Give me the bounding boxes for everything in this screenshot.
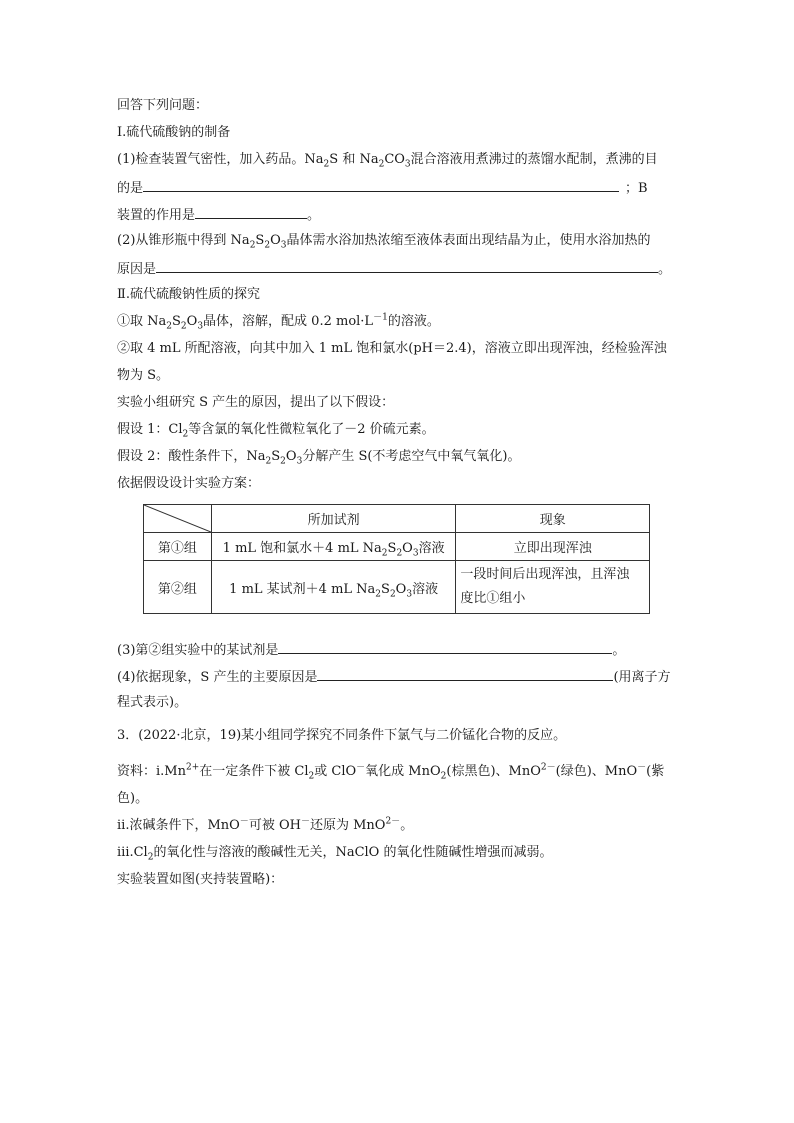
step-1-text: ①取 $Na_2S_2O_3$晶体，溶解，配成 0.2 $mol\cdot L^{-1}$的溶液。	[117, 312, 440, 332]
table-cell-reagent-2: 1 mL 某试剂＋4 mL $Na_2S_2O_3$溶液	[211, 561, 456, 614]
table-cell-phenomenon-1: 立即出现浑浊	[456, 533, 650, 561]
table-cell-group-2: 第②组	[144, 561, 212, 614]
answer-blank-4-ionic-equation[interactable]	[317, 667, 613, 681]
question-1-line-1: (1)检查装置气密性，加入药品。$Na_2S$ 和 $Na_2CO_3$混合溶液用煮沸过的蒸馏水配制，煮沸的目	[117, 152, 658, 170]
answer-blank-3-reagent[interactable]	[278, 640, 612, 654]
design-intro: 依据假设设计实验方案：	[117, 476, 261, 491]
experiment-table	[143, 504, 650, 614]
section-1-heading: Ⅰ.硫代硫酸钠的制备	[117, 125, 231, 140]
hypothesis-intro: 实验小组研究 S 产生的原因，提出了以下假设：	[117, 395, 395, 410]
intro-text: 回答下列问题：	[117, 98, 209, 113]
step-2-line-1: ②取 4 mL 所配溶液，向其中加入 1 mL 饱和氯水(pH＝2.4)，溶液立即出现浑浊，经检验浑浊	[117, 341, 667, 356]
table-header-reagent: 所加试剂	[211, 505, 456, 533]
table-cell-reagent-1: 1 mL 饱和氯水＋4 mL $Na_2S_2O_3$溶液	[211, 533, 456, 561]
question-4-line-1: (4)依据现象，S 产生的主要原因是 (用离子方	[117, 667, 671, 687]
diagonal-line-icon	[144, 505, 211, 532]
question-1-line-2: 的是 ；B	[117, 178, 648, 198]
table-header-row	[144, 505, 650, 533]
question-1-line-3: 装置的作用是 。	[117, 205, 320, 225]
question-2-line-2: 原因是 。	[117, 259, 671, 279]
step-2-line-2: 物为 S。	[117, 368, 170, 383]
answer-blank-1-device-b[interactable]	[195, 205, 307, 219]
table-row	[144, 561, 650, 614]
table-row	[144, 533, 650, 561]
problem-3-heading: 3．(2022·北京，19)某小组同学探究不同条件下氯气与二价锰化合物的反应。	[117, 728, 567, 743]
info-3-text: $ⅲ.Cl_2$的氧化性与溶液的酸碱性无关，NaClO 的氧化性随碱性增强而减弱。	[117, 845, 553, 863]
answer-blank-2-water-bath[interactable]	[156, 259, 658, 273]
answer-blank-1-purpose[interactable]	[143, 178, 619, 192]
table-corner-cell	[144, 505, 212, 533]
table-cell-phenomenon-2: 一段时间后出现浑浊，且浑浊 度比①组小	[456, 561, 650, 614]
info-2-text: ⅱ.浓碱条件下，MnO－可被 OH－还原为 MnO$^{2-}$。	[117, 816, 414, 833]
table-header-phenomenon: 现象	[456, 505, 650, 533]
question-4-line-2: 程式表示)。	[117, 695, 188, 710]
hypothesis-1: 假设 1：$Cl_2$等含氯的氧化性微粒氧化了－2 价硫元素。	[117, 422, 435, 440]
question-2-line-1: (2)从锥形瓶中得到 $Na_2S_2O_3$晶体需水浴加热浓缩至液体表面出现结晶为止，使用水浴加热的	[117, 233, 651, 251]
table-cell-group-1: 第①组	[144, 533, 212, 561]
question-3-text: (3)第②组实验中的某试剂是 。	[117, 640, 625, 660]
info-1-line-1: 资料：$ⅰ.Mn^{2+}$在一定条件下被 $Cl_2$或 ClO－氧化成 MnO$_2$(棕黑色)、MnO$^{2-}$(绿色)、MnO－(紫	[117, 762, 665, 782]
hypothesis-2: 假设 2：酸性条件下，$Na_2S_2O_3$分解产生 S(不考虑空气中氧气氧化)。	[117, 449, 521, 467]
apparatus-intro: 实验装置如图(夹持装置略)：	[117, 872, 284, 887]
info-1-line-2: 色)。	[117, 791, 149, 806]
section-2-heading: Ⅱ.硫代硫酸钠性质的探究	[117, 287, 260, 302]
